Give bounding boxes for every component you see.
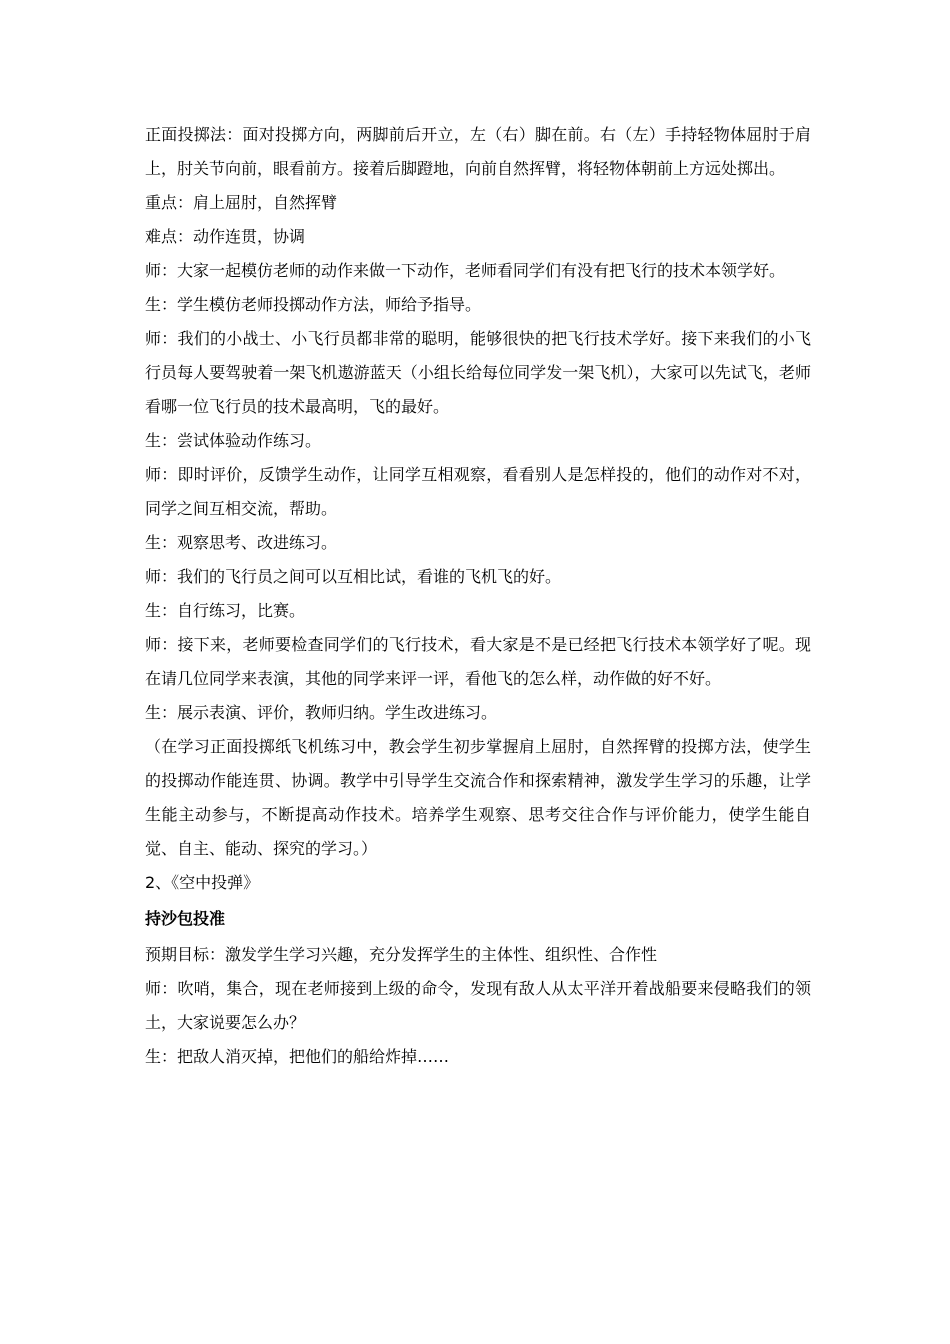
paragraph-teacher-2: 师：我们的小战士、小飞行员都非常的聪明，能够很快的把飞行技术学好。接下来我们的小飞行员每人要驾驶着一架飞机遨游蓝天（小组长给每位同学发一架飞机），大家可以先试飞，老师看哪一位飞行员的技术最高明，飞的最好。 bbox=[145, 329, 811, 416]
activity-heading: 持沙包投准 bbox=[145, 909, 226, 928]
paragraph-difficulty: 难点：动作连贯，协调 bbox=[145, 227, 306, 246]
document-body bbox=[145, 118, 811, 1074]
paragraph-teacher-1: 师：大家一起模仿老师的动作来做一下动作，老师看同学们有没有把飞行的技术本领学好。 bbox=[145, 261, 786, 280]
paragraph-goal: 预期目标：激发学生学习兴趣，充分发挥学生的主体性、组织性、合作性 bbox=[145, 945, 658, 964]
paragraph-commentary: （在学习正面投掷纸飞机练习中，教会学生初步掌握肩上屈肘，自然挥臂的投掷方法，使学生的投掷动作能连贯、协调。教学中引导学生交流合作和探索精神，激发学生学习的乐趣，让学生能主动参与，不断提高动作技术。培养学生观察、思考交往合作与评价能力，使学生能自觉、自主、能动、探究的学习。） bbox=[145, 737, 811, 858]
paragraph-student-6: 生：把敌人消灭掉，把他们的船给炸掉…… bbox=[145, 1047, 450, 1066]
paragraph-teacher-5: 师：接下来，老师要检查同学们的飞行技术，看大家是不是已经把飞行技术本领学好了呢。现在请几位同学来表演，其他的同学来评一评，看他飞的怎么样，动作做的好不好。 bbox=[145, 635, 811, 688]
paragraph-key-point: 重点：肩上屈肘，自然挥臂 bbox=[145, 193, 338, 212]
paragraph-teacher-3: 师：即时评价，反馈学生动作，让同学互相观察，看看别人是怎样投的，他们的动作对不对，同学之间互相交流，帮助。 bbox=[145, 465, 811, 518]
paragraph-student-2: 生：尝试体验动作练习。 bbox=[145, 431, 322, 450]
paragraph-student-1: 生：学生模仿老师投掷动作方法，师给予指导。 bbox=[145, 295, 482, 314]
paragraph-student-3: 生：观察思考、改进练习。 bbox=[145, 533, 338, 552]
paragraph-method: 正面投掷法：面对投掷方向，两脚前后开立，左（右）脚在前。右（左）手持轻物体屈肘于肩上，肘关节向前，眼看前方。接着后脚蹬地，向前自然挥臂，将轻物体朝前上方远处掷出。 bbox=[145, 125, 811, 178]
paragraph-student-5: 生：展示表演、评价，教师归纳。学生改进练习。 bbox=[145, 703, 498, 722]
section-title: 2、《空中投弹》 bbox=[145, 873, 260, 892]
paragraph-teacher-4: 师：我们的飞行员之间可以互相比试，看谁的飞机飞的好。 bbox=[145, 567, 562, 586]
paragraph-teacher-6: 师：吹哨，集合，现在老师接到上级的命令，发现有敌人从太平洋开着战船要来侵略我们的领土，大家说要怎么办？ bbox=[145, 979, 811, 1032]
paragraph-student-4: 生：自行练习，比赛。 bbox=[145, 601, 306, 620]
